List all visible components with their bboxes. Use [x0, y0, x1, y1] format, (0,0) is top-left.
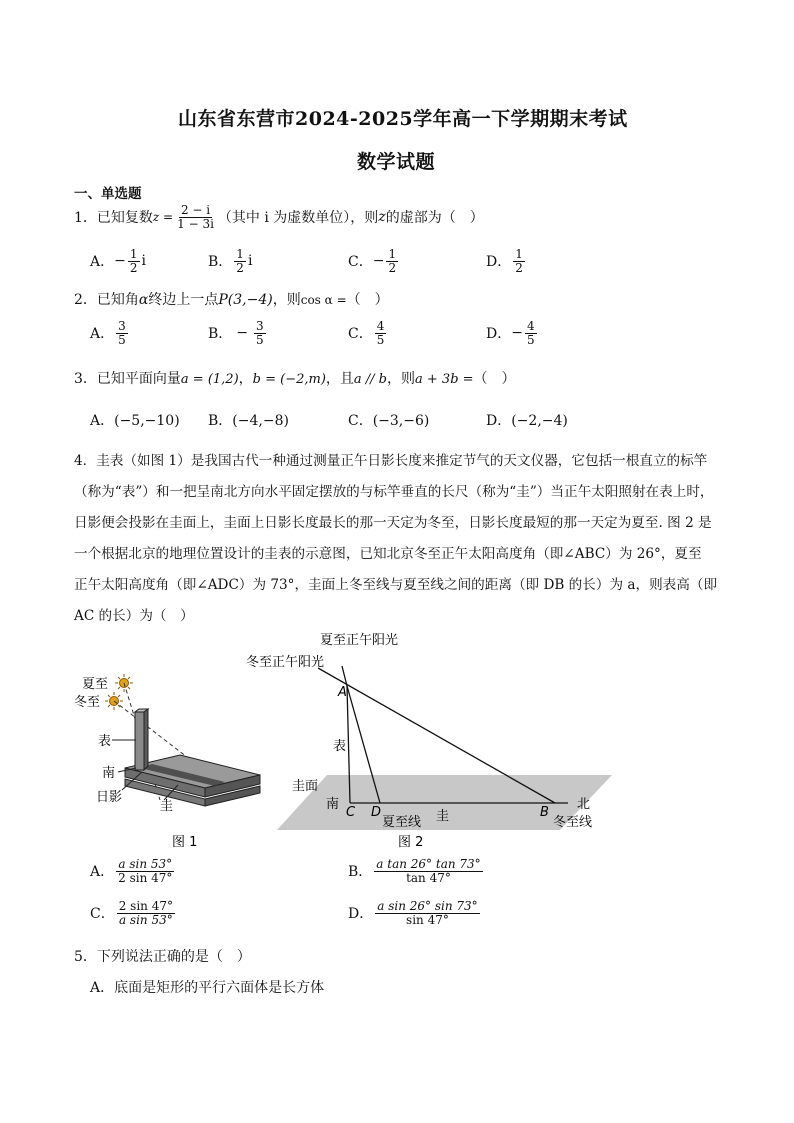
q1-option-c-label: C．	[348, 254, 373, 271]
q4-line-4: 一个根据北京的地理位置设计的圭表的示意图，已知北京冬至正午太阳高度角（即∠ABC）为 26°，夏至	[74, 546, 702, 562]
q3-expr: a + 3b =	[415, 372, 474, 387]
q3-stem-a: 3．已知平面向量	[74, 371, 181, 387]
q4-option-c-label: C．	[90, 906, 115, 923]
q3-sep: ，	[238, 371, 253, 387]
q2-option-c-label: C．	[348, 326, 373, 343]
q2-option-b-label: B．	[208, 326, 233, 343]
section-heading: 一、单选题	[74, 186, 142, 202]
q1-c-den: 2	[388, 260, 397, 275]
q1-option-b-label: B．	[208, 254, 233, 271]
q1-stem-a: 1．已知复数	[74, 210, 153, 227]
q4-option-a-label: A．	[90, 864, 115, 881]
q2-option-a	[90, 320, 130, 346]
q4-d-num: a sin 26° sin 73°	[377, 899, 478, 913]
q1-option-c	[348, 248, 400, 274]
fig2-point-d: D	[371, 805, 382, 820]
q1-stem-b: （其中 i 为虚数单位），则	[217, 210, 379, 227]
q2-stem-b: 终边上一点	[148, 292, 219, 308]
q1-b-num: 1	[236, 247, 244, 261]
q4-a-den: 2 sin 47°	[118, 870, 173, 885]
fig1-label-summer: 夏至	[82, 677, 109, 692]
q4-option-d-label: D．	[348, 906, 374, 923]
fig1-caption: 图 1	[172, 835, 198, 850]
q5-option-a: A．底面是矩形的平行六面体是长方体	[90, 980, 325, 996]
fig2-label-summer-line: 夏至线	[382, 815, 422, 830]
q1-d-num: 1	[515, 247, 523, 261]
q4-option-d-frac	[375, 900, 479, 926]
q1-frac-num: 2 − i	[180, 203, 211, 217]
q2-alpha: α	[138, 292, 149, 308]
q1-a-num: 1	[129, 247, 138, 261]
fig2-label-gui: 圭	[436, 809, 450, 824]
q3-option-b: B．(−4,−8)	[208, 413, 289, 429]
q2-stem-d: （ ）	[346, 292, 389, 308]
q4-option-b	[348, 858, 485, 884]
figure-2-drawing	[240, 628, 610, 860]
q1-option-d-label: D．	[486, 254, 512, 271]
q1-option-d	[486, 248, 527, 274]
fig2-label-south: 南	[326, 797, 340, 812]
fig2-label-guimian: 圭面	[292, 779, 319, 794]
q2-option-d-frac	[525, 320, 537, 346]
q2-b-num: 3	[256, 319, 264, 333]
question-5-stem: 5．下列说法正确的是（ ）	[74, 949, 251, 965]
q2-option-c	[348, 320, 388, 346]
q2-stem-c: ，则	[272, 292, 301, 308]
q4-b-num: a tan 26° tan 73°	[376, 857, 481, 871]
q2-option-c-frac	[375, 320, 387, 346]
q1-option-c-frac	[386, 248, 398, 274]
q2-b-den: 5	[256, 332, 264, 347]
page-title: 山东省东营市2024-2025学年高一下学期期末考试	[178, 108, 628, 130]
fig2-caption: 图 2	[398, 835, 424, 850]
q2-a-den: 5	[118, 332, 126, 347]
q4-option-a-frac	[116, 858, 174, 884]
figure-2	[240, 628, 610, 860]
q2-option-b-frac	[254, 320, 266, 346]
q4-a-num: a sin 53°	[118, 857, 173, 871]
fig1-label-biao: 表	[98, 734, 112, 749]
q3-a-vector: a = (1,2)	[180, 372, 239, 387]
q4-option-c	[90, 900, 177, 926]
q1-option-a-tail: i	[141, 253, 146, 270]
q4-d-den: sin 47°	[406, 912, 449, 927]
q4-line-5: 正午太阳高度角（即∠ADC）为 73°，圭面上冬至线与夏至线之间的距离（即 DB 的长）为 a，则表高（即	[74, 577, 718, 593]
q2-stem-a: 2．已知角	[74, 292, 139, 308]
q4-option-d	[348, 900, 482, 926]
q1-option-b-frac	[234, 248, 246, 274]
q2-a-num: 3	[118, 319, 126, 333]
page-subtitle: 数学试题	[357, 151, 436, 173]
question-3-stem	[74, 368, 516, 388]
q1-option-d-frac	[513, 248, 525, 274]
fig2-label-summer-light: 夏至正午阳光	[320, 633, 399, 648]
q1-stem-c: 的虚部为（ ）	[385, 210, 484, 227]
fig2-point-b: B	[540, 805, 549, 820]
q4-c-den: a sin 53°	[118, 912, 173, 927]
q3-option-c: C．(−3,−6)	[348, 413, 430, 429]
q1-c-num: 1	[388, 247, 397, 261]
q1-option-a	[90, 248, 146, 274]
q1-d-den: 2	[515, 260, 523, 275]
question-2-stem	[74, 289, 389, 309]
q1-a-den: 2	[129, 260, 138, 275]
q2-option-d-label: D．	[486, 326, 512, 343]
fig2-label-north: 北	[577, 797, 591, 812]
q3-option-a: A．(−5,−10)	[90, 413, 180, 429]
q2-point: P(3,−4)	[218, 292, 273, 308]
q2-option-a-frac	[116, 320, 128, 346]
q3-stem-b: ，且	[325, 371, 354, 387]
q3-parallel: a // b	[353, 372, 388, 387]
q2-c-den: 5	[376, 332, 385, 347]
fig1-label-gui: 圭	[160, 799, 174, 814]
fig2-label-winter-line: 冬至线	[553, 815, 593, 830]
q1-option-c-sign: −	[372, 253, 385, 270]
q4-line-2: （称为“表”）和一把呈南北方向水平固定摆放的与标竿垂直的长尺（称为“圭”）当正午太阳照射在表上时，	[74, 484, 714, 500]
q3-b-vector: b = (−2,m)	[252, 372, 326, 387]
q4-b-den: tan 47°	[406, 870, 451, 885]
q3-option-d: D．(−2,−4)	[486, 413, 568, 429]
q1-option-b	[208, 248, 252, 274]
q2-c-num: 4	[376, 319, 385, 333]
q2-option-b	[208, 320, 268, 346]
fig1-label-south: 南	[102, 766, 116, 781]
q2-option-a-label: A．	[90, 326, 115, 343]
fig2-point-c: C	[346, 805, 356, 820]
q2-option-b-sign: −	[236, 325, 249, 342]
q4-line-6: AC 的长）为（ ）	[74, 608, 194, 624]
q2-d-num: 4	[526, 319, 535, 333]
q4-option-a	[90, 858, 176, 884]
fig2-point-a: A	[338, 685, 347, 700]
q2-cos: cos α =	[300, 293, 347, 307]
q1-b-den: 2	[236, 260, 244, 275]
q4-line-3: 日影便会投影在圭面上，圭面上日影长度最长的那一天定为冬至，日影长度最短的那一天定为夏至. 图 2 是	[74, 515, 712, 531]
question-1-stem	[74, 204, 484, 230]
q1-option-a-label: A．	[90, 254, 115, 271]
q2-option-d-sign: −	[511, 325, 523, 342]
fig1-label-shadow: 日影	[96, 790, 123, 805]
q2-option-d	[486, 320, 539, 346]
fig2-label-biao: 表	[333, 739, 347, 754]
q1-option-a-frac	[128, 248, 140, 274]
q1-option-a-sign: −	[114, 253, 126, 270]
fig2-label-winter-light: 冬至正午阳光	[246, 655, 325, 670]
q1-frac-den: 1 − 3i	[177, 216, 214, 231]
q3-stem-c: ，则	[387, 371, 416, 387]
q2-d-den: 5	[526, 332, 535, 347]
q1-z: z	[378, 209, 386, 226]
q4-option-b-frac	[374, 858, 482, 884]
q4-c-num: 2 sin 47°	[118, 899, 173, 913]
q1-fraction	[175, 204, 216, 230]
q4-option-c-frac	[117, 900, 175, 926]
q1-option-b-tail: i	[247, 253, 253, 270]
q1-z-lhs: z =	[152, 210, 174, 225]
q3-stem-d: （ ）	[473, 371, 516, 387]
q4-option-b-label: B．	[348, 864, 373, 881]
q4-line-1: 4．圭表（如图 1）是我国古代一种通过测量正午日影长度来推定节气的天文仪器，它包括一根直立的标竿	[74, 453, 708, 469]
fig1-label-winter: 冬至	[74, 695, 101, 710]
